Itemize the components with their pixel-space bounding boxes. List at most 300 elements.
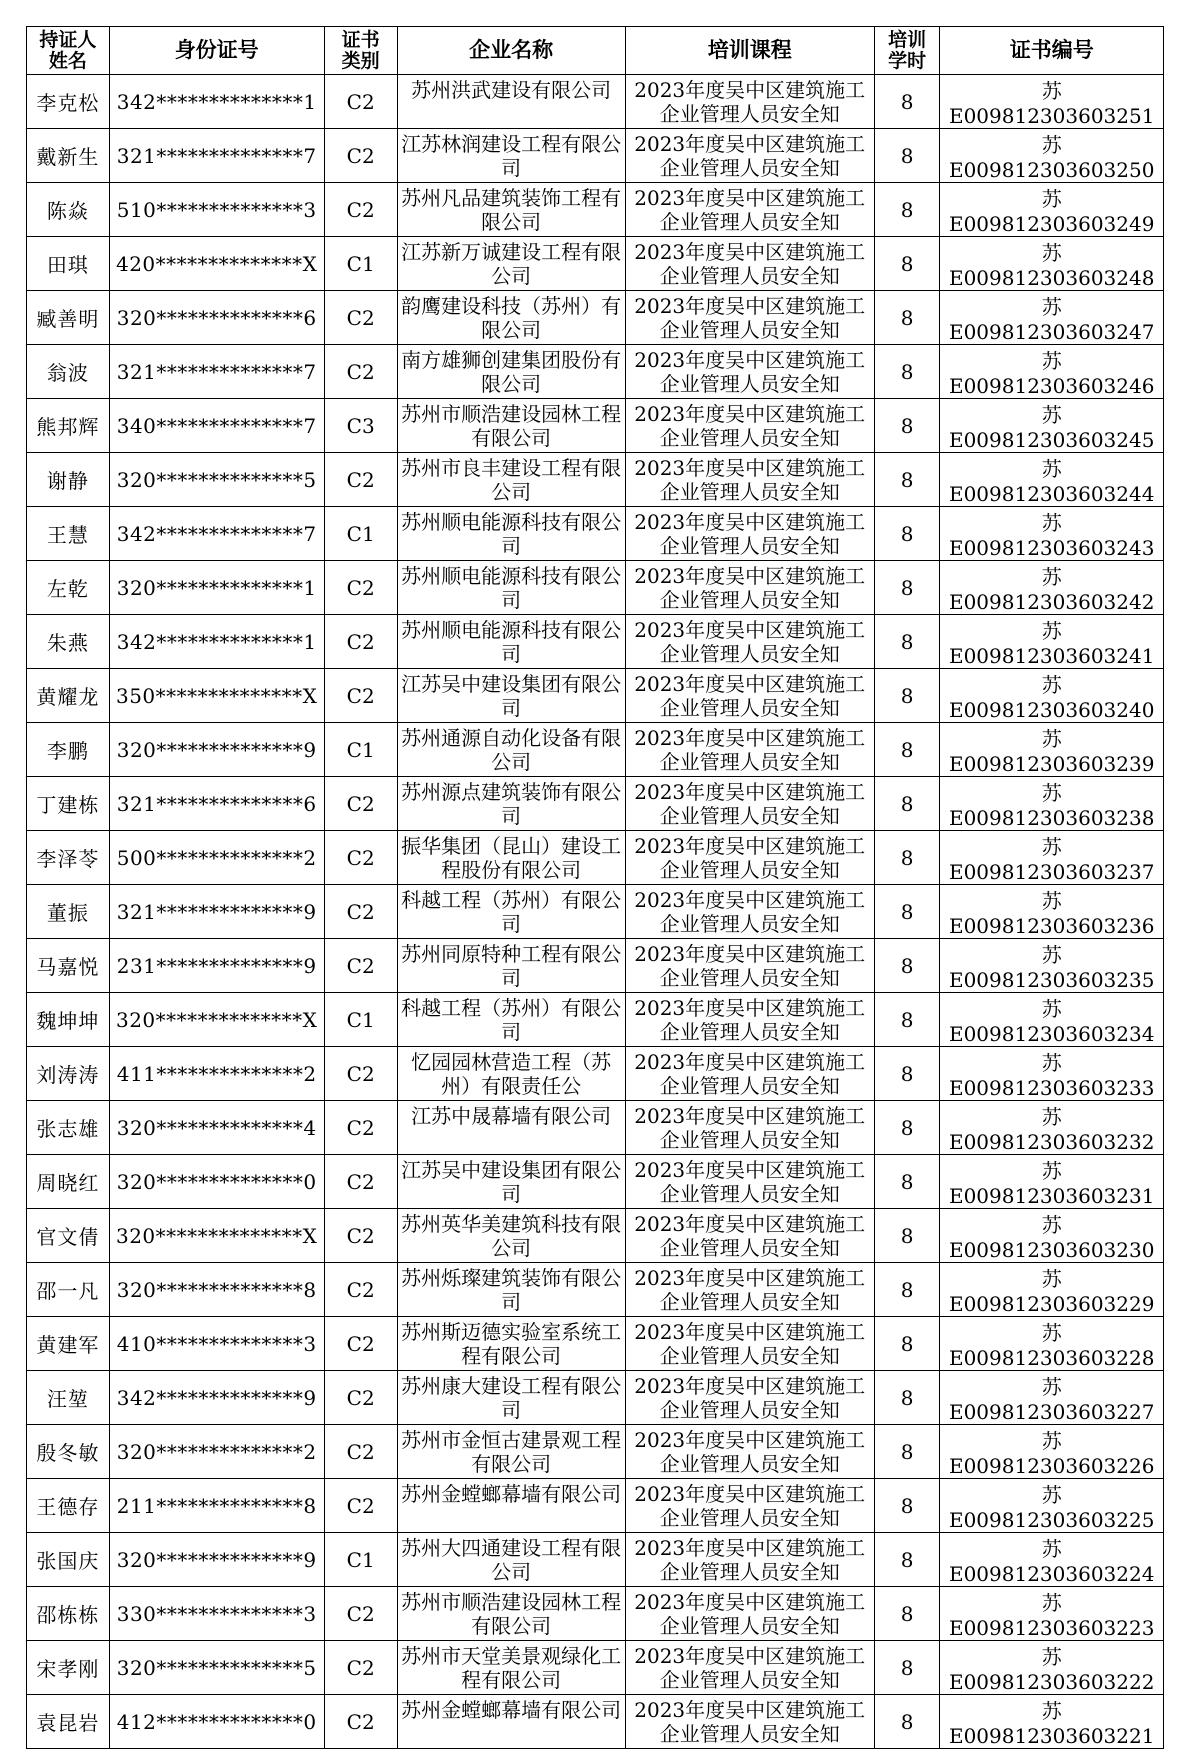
- cell-id-number-text: 320**************2: [116, 1439, 317, 1464]
- cell-id-number-text: 321**************6: [116, 791, 317, 816]
- cell-id-number: [109, 507, 324, 561]
- cell-course: [625, 723, 874, 777]
- cell-cert-number: [940, 831, 1164, 885]
- cell-holder-name: [27, 615, 110, 669]
- cell-cert-type-text: C2: [346, 683, 375, 708]
- cell-company: [397, 1695, 625, 1749]
- cell-course: [625, 345, 874, 399]
- table-body: [27, 75, 1164, 1749]
- table-row: [27, 993, 1164, 1047]
- cell-course-text: 2023年度吴中区建筑施工企业管理人员安全知: [634, 239, 866, 288]
- cell-cert-number: [940, 669, 1164, 723]
- cell-cert-type-text: C2: [346, 575, 375, 600]
- cell-company: [397, 345, 625, 399]
- cell-id-number-text: 350**************X: [115, 683, 318, 708]
- cell-hours-text: 8: [900, 1601, 914, 1626]
- cell-id-number: [109, 1209, 324, 1263]
- table-row: [27, 1263, 1164, 1317]
- cell-holder-name: [27, 831, 110, 885]
- cell-course-text: 2023年度吴中区建筑施工企业管理人员安全知: [634, 455, 866, 504]
- cell-hours-text: 8: [900, 1169, 914, 1194]
- table-row: [27, 345, 1164, 399]
- cell-hours: [874, 183, 940, 237]
- cell-company-text: 苏州烁璨建筑装饰有限公司: [401, 1265, 622, 1314]
- cell-hours: [874, 561, 940, 615]
- cell-cert-type: [324, 1209, 397, 1263]
- cell-id-number-text: 320**************X: [115, 1007, 318, 1032]
- cell-cert-type-text: C2: [346, 1655, 375, 1680]
- cell-cert-type: [324, 75, 397, 129]
- cell-company-text: 江苏吴中建设集团有限公司: [401, 1157, 622, 1206]
- table-row: [27, 1479, 1164, 1533]
- cell-holder-name-text: 翁波: [46, 361, 89, 385]
- cell-company-text: 苏州英华美建筑科技有限公司: [401, 1211, 622, 1260]
- cell-cert-number-text: 苏E009812303603246: [948, 349, 1155, 398]
- table-row: [27, 1101, 1164, 1155]
- cell-cert-number: [940, 777, 1164, 831]
- cell-holder-name-text: 谢静: [46, 469, 89, 493]
- cell-course-text: 2023年度吴中区建筑施工企业管理人员安全知: [634, 1373, 866, 1422]
- cell-id-number-text: 321**************9: [116, 899, 317, 924]
- cell-course: [625, 1209, 874, 1263]
- cell-hours: [874, 1209, 940, 1263]
- cell-holder-name-text: 黄耀龙: [36, 685, 100, 709]
- cell-hours-text: 8: [900, 1223, 914, 1248]
- cell-cert-type: [324, 183, 397, 237]
- cell-holder-name-text: 袁昆岩: [36, 1711, 100, 1735]
- table-row: [27, 1209, 1164, 1263]
- cell-hours: [874, 1425, 940, 1479]
- cell-hours: [874, 939, 940, 993]
- cell-cert-type-text: C2: [346, 629, 375, 654]
- table-row: [27, 237, 1164, 291]
- cell-cert-number: [940, 1425, 1164, 1479]
- cell-id-number-text: 412**************0: [116, 1709, 317, 1734]
- cell-course-text: 2023年度吴中区建筑施工企业管理人员安全知: [634, 887, 866, 936]
- cell-id-number: [109, 939, 324, 993]
- cell-holder-name: [27, 1479, 110, 1533]
- cell-cert-type-text: C2: [346, 1061, 375, 1086]
- cell-course: [625, 939, 874, 993]
- cell-course-text: 2023年度吴中区建筑施工企业管理人员安全知: [634, 1535, 866, 1584]
- cell-course-text: 2023年度吴中区建筑施工企业管理人员安全知: [634, 1049, 866, 1098]
- cell-holder-name: [27, 507, 110, 561]
- cell-id-number-text: 321**************7: [116, 143, 317, 168]
- cell-id-number-text: 410**************3: [116, 1331, 317, 1356]
- cell-holder-name: [27, 399, 110, 453]
- cell-course: [625, 1641, 874, 1695]
- header-course: 培训课程: [625, 27, 874, 75]
- cell-id-number-text: 342**************1: [116, 629, 317, 654]
- table-row: [27, 1695, 1164, 1749]
- cell-holder-name-text: 张国庆: [36, 1549, 100, 1573]
- cell-course: [625, 507, 874, 561]
- table-row: [27, 129, 1164, 183]
- cell-holder-name: [27, 1101, 110, 1155]
- cell-cert-number: [940, 723, 1164, 777]
- cell-course: [625, 669, 874, 723]
- cell-course-text: 2023年度吴中区建筑施工企业管理人员安全知: [634, 1103, 866, 1152]
- cell-cert-number: [940, 885, 1164, 939]
- cell-cert-number-text: 苏E009812303603227: [948, 1375, 1155, 1424]
- cell-holder-name: [27, 1425, 110, 1479]
- cell-cert-number: [940, 507, 1164, 561]
- cell-id-number: [109, 1371, 324, 1425]
- cell-company: [397, 129, 625, 183]
- cell-cert-type-text: C1: [346, 1547, 375, 1572]
- header-holder-name: 持证人 姓名: [27, 27, 110, 75]
- cell-hours-text: 8: [900, 1007, 914, 1032]
- cell-holder-name: [27, 1209, 110, 1263]
- cell-holder-name-text: 朱燕: [46, 631, 89, 655]
- cell-hours: [874, 831, 940, 885]
- cell-cert-type-text: C1: [346, 251, 375, 276]
- cell-holder-name-text: 邵一凡: [36, 1279, 100, 1303]
- cell-company-text: 苏州顺电能源科技有限公司: [401, 509, 622, 558]
- cell-id-number-text: 510**************3: [116, 197, 317, 222]
- cell-cert-type-text: C2: [346, 953, 375, 978]
- cell-holder-name: [27, 1263, 110, 1317]
- cell-course-text: 2023年度吴中区建筑施工企业管理人员安全知: [634, 671, 866, 720]
- cell-id-number-text: 420**************X: [115, 251, 318, 276]
- cell-id-number: [109, 723, 324, 777]
- cell-cert-type: [324, 561, 397, 615]
- cell-holder-name-text: 官文倩: [36, 1225, 100, 1249]
- cell-id-number-text: 342**************9: [116, 1385, 317, 1410]
- cell-holder-name-text: 殷冬敏: [36, 1441, 100, 1465]
- cell-id-number: [109, 669, 324, 723]
- cell-company-text: 苏州斯迈德实验室系统工程有限公司: [401, 1319, 622, 1368]
- cell-hours: [874, 1155, 940, 1209]
- table-row: [27, 1641, 1164, 1695]
- cell-holder-name-text: 左乾: [46, 577, 89, 601]
- cell-company: [397, 1533, 625, 1587]
- cell-course: [625, 237, 874, 291]
- cell-hours-text: 8: [900, 89, 914, 114]
- table-row: [27, 1047, 1164, 1101]
- cell-cert-type: [324, 507, 397, 561]
- cell-cert-type: [324, 777, 397, 831]
- cell-hours-text: 8: [900, 1115, 914, 1140]
- cell-company: [397, 831, 625, 885]
- cell-cert-number: [940, 291, 1164, 345]
- cell-course-text: 2023年度吴中区建筑施工企业管理人员安全知: [634, 1319, 866, 1368]
- cell-holder-name: [27, 75, 110, 129]
- cell-cert-type: [324, 399, 397, 453]
- cell-hours: [874, 1533, 940, 1587]
- cell-cert-type: [324, 615, 397, 669]
- cell-hours: [874, 993, 940, 1047]
- cell-id-number-text: 320**************1: [116, 575, 317, 600]
- cell-id-number-text: 320**************5: [116, 467, 317, 492]
- cell-hours: [874, 1317, 940, 1371]
- cell-id-number-text: 320**************6: [116, 305, 317, 330]
- cell-cert-type: [324, 885, 397, 939]
- cell-hours-text: 8: [900, 359, 914, 384]
- cell-holder-name-text: 陈焱: [46, 199, 89, 223]
- cell-cert-number-text: 苏E009812303603247: [948, 295, 1155, 344]
- cell-course-text: 2023年度吴中区建筑施工企业管理人员安全知: [634, 293, 866, 342]
- cell-company-text: 苏州顺电能源科技有限公司: [401, 617, 622, 666]
- cell-company-text: 江苏吴中建设集团有限公司: [401, 671, 622, 720]
- cell-cert-type: [324, 1155, 397, 1209]
- cell-cert-type: [324, 723, 397, 777]
- cell-hours: [874, 723, 940, 777]
- cell-id-number-text: 231**************9: [116, 953, 317, 978]
- cell-cert-number-text: 苏E009812303603248: [948, 241, 1155, 290]
- cell-company: [397, 1155, 625, 1209]
- cell-course: [625, 183, 874, 237]
- cell-id-number: [109, 291, 324, 345]
- cell-course-text: 2023年度吴中区建筑施工企业管理人员安全知: [634, 401, 866, 450]
- cell-id-number: [109, 885, 324, 939]
- cell-hours: [874, 1587, 940, 1641]
- cell-cert-number: [940, 399, 1164, 453]
- cell-company-text: 苏州源点建筑装饰有限公司: [401, 779, 622, 828]
- cell-course-text: 2023年度吴中区建筑施工企业管理人员安全知: [634, 347, 866, 396]
- cell-company: [397, 1371, 625, 1425]
- cell-course: [625, 1155, 874, 1209]
- cell-company: [397, 1587, 625, 1641]
- cell-cert-type-text: C2: [346, 359, 375, 384]
- cell-id-number: [109, 1479, 324, 1533]
- cell-holder-name-text: 李鹏: [46, 739, 89, 763]
- cell-course: [625, 1587, 874, 1641]
- cell-course-text: 2023年度吴中区建筑施工企业管理人员安全知: [634, 833, 866, 882]
- cell-holder-name: [27, 1371, 110, 1425]
- cell-cert-type-text: C2: [346, 845, 375, 870]
- cell-cert-type-text: C2: [346, 467, 375, 492]
- cell-hours-text: 8: [900, 413, 914, 438]
- cell-company: [397, 1425, 625, 1479]
- cell-cert-number-text: 苏E009812303603243: [948, 511, 1155, 560]
- cell-hours: [874, 1371, 940, 1425]
- cell-cert-number-text: 苏E009812303603232: [948, 1105, 1155, 1154]
- cell-holder-name: [27, 345, 110, 399]
- cell-id-number-text: 320**************8: [116, 1277, 317, 1302]
- cell-holder-name-text: 李克松: [36, 91, 100, 115]
- cell-company: [397, 723, 625, 777]
- cell-company-text: 忆园园林营造工程（苏州）有限责任公: [411, 1049, 612, 1098]
- cell-id-number-text: 211**************8: [116, 1493, 317, 1518]
- cell-hours-text: 8: [900, 1547, 914, 1572]
- cell-hours-text: 8: [900, 1385, 914, 1410]
- cell-id-number: [109, 183, 324, 237]
- cell-cert-number: [940, 1047, 1164, 1101]
- cell-holder-name: [27, 723, 110, 777]
- cell-hours-text: 8: [900, 1277, 914, 1302]
- cell-cert-number-text: 苏E009812303603238: [948, 781, 1155, 830]
- cell-cert-number-text: 苏E009812303603250: [948, 133, 1155, 182]
- cell-company-text: 苏州市天堂美景观绿化工程有限公司: [401, 1643, 622, 1692]
- cell-cert-type: [324, 1371, 397, 1425]
- cell-cert-number-text: 苏E009812303603229: [948, 1267, 1155, 1316]
- table-row: [27, 831, 1164, 885]
- cell-holder-name: [27, 1155, 110, 1209]
- cell-id-number: [109, 831, 324, 885]
- cell-cert-type-text: C2: [346, 1331, 375, 1356]
- cell-cert-number: [940, 1263, 1164, 1317]
- cell-cert-type: [324, 1101, 397, 1155]
- cell-cert-number: [940, 1533, 1164, 1587]
- cell-holder-name: [27, 237, 110, 291]
- cell-cert-type-text: C1: [346, 521, 375, 546]
- header-row: [27, 27, 1164, 75]
- cell-id-number: [109, 399, 324, 453]
- cell-cert-number-text: 苏E009812303603251: [948, 79, 1155, 128]
- cell-cert-number: [940, 129, 1164, 183]
- cell-hours-text: 8: [900, 1439, 914, 1464]
- cell-course: [625, 291, 874, 345]
- cell-hours-text: 8: [900, 305, 914, 330]
- cell-hours-text: 8: [900, 1493, 914, 1518]
- cell-hours: [874, 777, 940, 831]
- cell-cert-number: [940, 183, 1164, 237]
- cell-holder-name-text: 周晓红: [36, 1171, 100, 1195]
- cell-cert-number-text: 苏E009812303603223: [948, 1591, 1155, 1640]
- cell-company-text: 苏州市良丰建设工程有限公司: [401, 455, 622, 504]
- cell-course-text: 2023年度吴中区建筑施工企业管理人员安全知: [634, 617, 866, 666]
- cell-holder-name-text: 王慧: [46, 523, 89, 547]
- cell-id-number-text: 321**************7: [116, 359, 317, 384]
- cell-id-number: [109, 453, 324, 507]
- cell-company: [397, 237, 625, 291]
- cell-company: [397, 1479, 625, 1533]
- cell-cert-number-text: 苏E009812303603228: [948, 1321, 1155, 1370]
- cell-course: [625, 1317, 874, 1371]
- cell-cert-number: [940, 1209, 1164, 1263]
- cell-hours-text: 8: [900, 521, 914, 546]
- cell-holder-name: [27, 183, 110, 237]
- table-row: [27, 75, 1164, 129]
- table-row: [27, 1371, 1164, 1425]
- cell-hours-text: 8: [900, 197, 914, 222]
- cell-cert-number: [940, 1641, 1164, 1695]
- cell-company-text: 江苏林润建设工程有限公司: [401, 131, 622, 180]
- cell-holder-name-text: 田琪: [46, 253, 89, 277]
- cell-holder-name: [27, 885, 110, 939]
- cell-id-number: [109, 1155, 324, 1209]
- cell-hours: [874, 75, 940, 129]
- cell-holder-name-text: 魏坤坤: [36, 1009, 100, 1033]
- cell-holder-name-text: 邵栋栋: [36, 1603, 100, 1627]
- cell-holder-name: [27, 1533, 110, 1587]
- header-cert-type: 证书 类别: [324, 27, 397, 75]
- cell-course-text: 2023年度吴中区建筑施工企业管理人员安全知: [634, 185, 866, 234]
- cell-cert-number: [940, 1587, 1164, 1641]
- cell-id-number: [109, 1695, 324, 1749]
- cell-cert-type: [324, 291, 397, 345]
- cell-cert-number-text: 苏E009812303603222: [948, 1645, 1155, 1694]
- cell-cert-type-text: C2: [346, 143, 375, 168]
- cell-hours-text: 8: [900, 143, 914, 168]
- cell-cert-type-text: C2: [346, 1169, 375, 1194]
- cell-course-text: 2023年度吴中区建筑施工企业管理人员安全知: [634, 1265, 866, 1314]
- cell-cert-number-text: 苏E009812303603224: [948, 1537, 1155, 1586]
- cell-company-text: 苏州同原特种工程有限公司: [401, 941, 622, 990]
- cell-holder-name: [27, 291, 110, 345]
- cell-cert-type-text: C2: [346, 1115, 375, 1140]
- cell-holder-name-text: 丁建栋: [36, 793, 100, 817]
- cell-cert-type: [324, 345, 397, 399]
- cell-cert-number: [940, 1371, 1164, 1425]
- cell-id-number-text: 320**************9: [116, 1547, 317, 1572]
- cell-cert-type: [324, 1641, 397, 1695]
- cell-hours: [874, 1101, 940, 1155]
- cell-holder-name-text: 刘涛涛: [36, 1063, 100, 1087]
- cell-cert-number-text: 苏E009812303603249: [948, 187, 1155, 236]
- cell-cert-number-text: 苏E009812303603226: [948, 1429, 1155, 1478]
- cell-holder-name-text: 张志雄: [36, 1117, 100, 1141]
- cell-id-number: [109, 75, 324, 129]
- cell-id-number-text: 320**************0: [116, 1169, 317, 1194]
- cell-cert-number: [940, 1317, 1164, 1371]
- cell-cert-type: [324, 237, 397, 291]
- cell-course: [625, 831, 874, 885]
- cell-cert-number-text: 苏E009812303603233: [948, 1051, 1155, 1100]
- cell-company-text: 苏州大四通建设工程有限公司: [401, 1535, 622, 1584]
- cell-cert-type-text: C2: [346, 1385, 375, 1410]
- cell-id-number: [109, 1263, 324, 1317]
- cell-holder-name: [27, 939, 110, 993]
- cell-hours-text: 8: [900, 1331, 914, 1356]
- cell-company: [397, 885, 625, 939]
- cell-hours-text: 8: [900, 467, 914, 492]
- cell-cert-number: [940, 615, 1164, 669]
- cell-course-text: 2023年度吴中区建筑施工企业管理人员安全知: [634, 941, 866, 990]
- table-row: [27, 777, 1164, 831]
- cell-cert-number-text: 苏E009812303603234: [948, 997, 1155, 1046]
- cell-cert-type: [324, 1479, 397, 1533]
- cell-course-text: 2023年度吴中区建筑施工企业管理人员安全知: [634, 779, 866, 828]
- cell-cert-type-text: C2: [346, 1277, 375, 1302]
- cell-company: [397, 453, 625, 507]
- cell-hours: [874, 615, 940, 669]
- cell-id-number: [109, 1533, 324, 1587]
- cell-holder-name: [27, 669, 110, 723]
- cell-hours-text: 8: [900, 737, 914, 762]
- cell-course-text: 2023年度吴中区建筑施工企业管理人员安全知: [634, 77, 866, 126]
- cell-course-text: 2023年度吴中区建筑施工企业管理人员安全知: [634, 725, 866, 774]
- cell-cert-number-text: 苏E009812303603240: [948, 673, 1155, 722]
- table-row: [27, 939, 1164, 993]
- cell-company: [397, 183, 625, 237]
- cell-course-text: 2023年度吴中区建筑施工企业管理人员安全知: [634, 563, 866, 612]
- cell-company-text: 苏州市顺浩建设园林工程有限公司: [401, 1589, 622, 1638]
- cell-cert-type-text: C2: [346, 89, 375, 114]
- cell-hours: [874, 399, 940, 453]
- cell-course-text: 2023年度吴中区建筑施工企业管理人员安全知: [634, 1157, 866, 1206]
- cell-cert-number-text: 苏E009812303603239: [948, 727, 1155, 776]
- cell-company: [397, 777, 625, 831]
- cell-cert-type-text: C2: [346, 1439, 375, 1464]
- cell-cert-type: [324, 1263, 397, 1317]
- cell-hours: [874, 129, 940, 183]
- cell-cert-type-text: C2: [346, 1223, 375, 1248]
- cell-course: [625, 129, 874, 183]
- cell-cert-number: [940, 1695, 1164, 1749]
- cell-hours: [874, 669, 940, 723]
- table-row: [27, 1425, 1164, 1479]
- cell-cert-type: [324, 1317, 397, 1371]
- cell-holder-name: [27, 1047, 110, 1101]
- cell-id-number-text: 411**************2: [116, 1061, 317, 1086]
- cell-company-text: 南方雄狮创建集团股份有限公司: [401, 347, 622, 396]
- cell-course: [625, 1425, 874, 1479]
- cell-cert-type: [324, 453, 397, 507]
- cell-company-text: 苏州通源自动化设备有限公司: [401, 725, 622, 774]
- cell-company: [397, 993, 625, 1047]
